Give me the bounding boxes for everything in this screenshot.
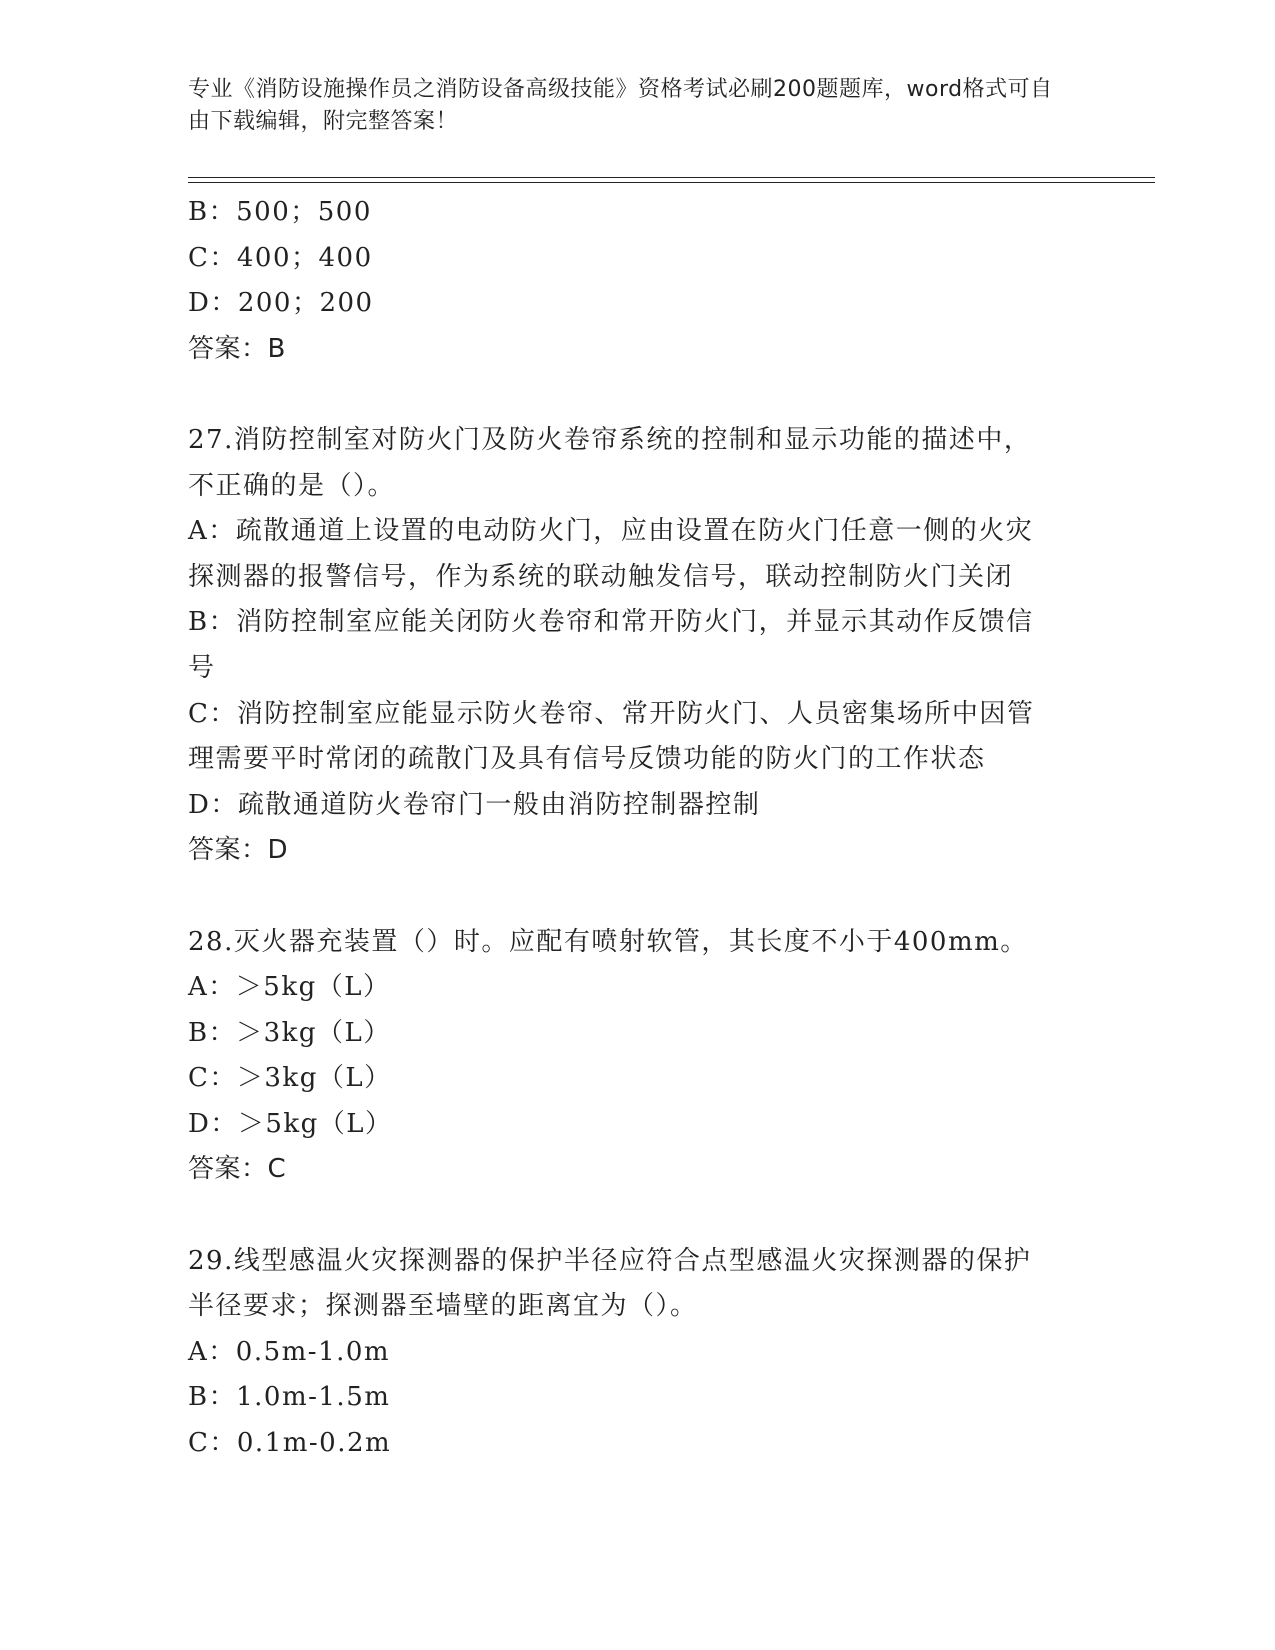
question-29: [188, 1239, 1088, 1467]
option-line: C：＞3kg（L）: [188, 1063, 392, 1094]
option-line: D：疏散通道防火卷帘门一般由消防控制器控制: [188, 789, 761, 820]
question-stem-line: 28.灭火器充装置（）时。应配有喷射软管，其长度不小于400mm。: [188, 926, 1028, 957]
option-line: C：消防控制室应能显示防火卷帘、常开防火门、人员密集场所中因管: [188, 698, 1035, 729]
header-divider-bottom: [188, 182, 1155, 183]
option-line: 探测器的报警信号，作为系统的联动触发信号，联动控制防火门关闭: [188, 561, 1014, 592]
spacer: [188, 1193, 1088, 1239]
option-line: C：400；400: [188, 242, 373, 273]
option-line: D：＞5kg（L）: [188, 1108, 393, 1139]
spacer: [188, 874, 1088, 920]
spacer: [188, 372, 1088, 418]
option-line: 号: [188, 652, 216, 683]
question-stem-line: 27.消防控制室对防火门及防火卷帘系统的控制和显示功能的描述中，: [188, 424, 1032, 455]
option-line: C：0.1m-0.2m: [188, 1428, 392, 1459]
question-stem-line: 半径要求；探测器至墙壁的距离宜为（）。: [188, 1291, 698, 1322]
document-header: 专业《消防设施操作员之消防设备高级技能》资格考试必刷200题题库，word格式可自由下载编辑，附完整答案！: [188, 77, 1053, 134]
question-stem-line: 29.线型感温火灾探测器的保护半径应符合点型感温火灾探测器的保护: [188, 1245, 1032, 1276]
option-line: A：疏散通道上设置的电动防火门，应由设置在防火门任意一侧的火灾: [188, 516, 1034, 547]
question-content: [188, 190, 1088, 1467]
option-line: B：1.0m-1.5m: [188, 1382, 391, 1413]
header-divider-top: [188, 177, 1155, 178]
question-28: [188, 920, 1088, 1194]
question-26-continued: [188, 190, 1088, 372]
answer-line: 答案：C: [188, 1154, 287, 1185]
option-line: A：0.5m-1.0m: [188, 1336, 391, 1367]
option-line: 理需要平时常闭的疏散门及具有信号反馈功能的防火门的工作状态: [188, 744, 986, 775]
question-stem-line: 不正确的是（）。: [188, 470, 396, 501]
option-line: B：消防控制室应能关闭防火卷帘和常开防火门，并显示其动作反馈信: [188, 607, 1034, 638]
answer-line: 答案：B: [188, 333, 286, 364]
question-27: [188, 418, 1088, 874]
option-line: A：＞5kg（L）: [188, 972, 391, 1003]
option-line: B：＞3kg（L）: [188, 1017, 391, 1048]
answer-line: 答案：D: [188, 835, 289, 866]
option-line: D：200；200: [188, 288, 374, 319]
option-line: B：500；500: [188, 197, 372, 227]
